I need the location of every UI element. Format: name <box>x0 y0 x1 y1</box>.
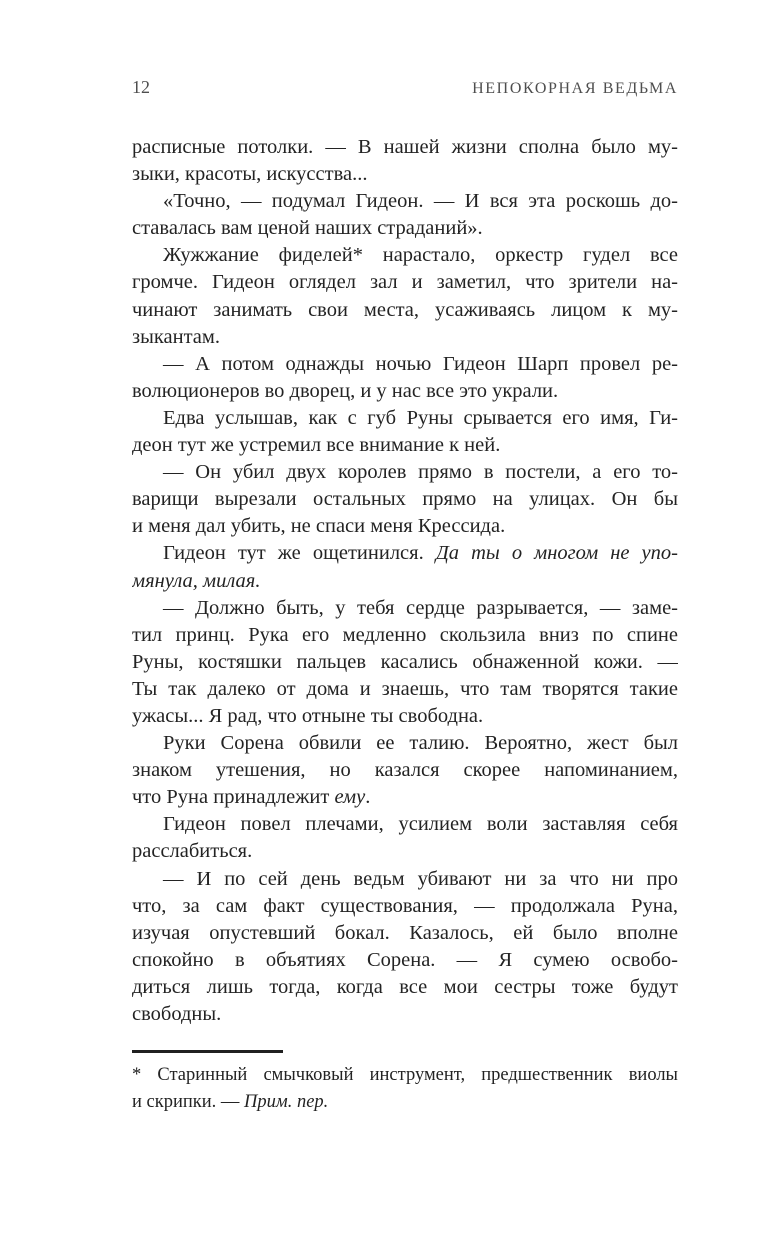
text-line <box>132 893 678 920</box>
text-segment: зыкантам. <box>132 325 220 348</box>
text-line <box>132 757 678 784</box>
paragraph <box>132 242 678 350</box>
text-segment: — И по сей день ведьм убивают ни за что ни про <box>163 867 678 890</box>
text-line <box>132 838 678 865</box>
text-line <box>132 676 678 703</box>
text-segment: и скрипки. — <box>132 1091 245 1112</box>
text-segment: чинают занимать свои места, усаживаясь лицом к му- <box>132 298 678 321</box>
text-line <box>132 1062 678 1089</box>
text-segment: спокойно в объятиях Сорена. — Я сумею освобо- <box>132 948 678 971</box>
text-line <box>132 1089 678 1116</box>
page-number: 12 <box>132 77 150 97</box>
text-segment: что, за сам факт существования, — продолжала Руна, <box>132 894 678 917</box>
footnote-text <box>132 1062 678 1115</box>
paragraph <box>132 134 678 188</box>
text-line <box>132 405 678 432</box>
text-segment: зыки, красоты, искусства... <box>132 163 368 186</box>
text-segment: Руны, костяшки пальцев касались обнаженной кожи. — <box>132 650 678 673</box>
text-segment: * Старинный смычковый инструмент, предшественник виолы <box>132 1065 678 1085</box>
text-line <box>132 432 678 459</box>
paragraph <box>132 351 678 405</box>
text-segment: — Он убил двух королев прямо в постели, а его то- <box>163 461 678 484</box>
paragraph <box>132 595 678 730</box>
italic-text-segment: Прим. пер. <box>244 1091 329 1112</box>
text-segment: изучая опустевший бокал. Казалось, ей было вполне <box>132 921 678 944</box>
text-segment: ужасы... Я рад, что отныне ты свободна. <box>132 704 484 727</box>
text-segment: громче. Гидеон оглядел зал и заметил, что зрители на- <box>132 271 678 294</box>
text-line <box>132 134 678 161</box>
text-line <box>132 215 678 242</box>
text-line <box>132 649 678 676</box>
text-line <box>132 324 678 351</box>
italic-text-segment: Да ты о многом не упо- <box>435 542 678 565</box>
text-line <box>132 974 678 1001</box>
italic-text-segment: мянула, милая. <box>132 569 261 592</box>
text-line <box>132 1001 678 1028</box>
paragraph <box>132 866 678 1029</box>
text-segment: знаком утешения, но казался скорее напоминанием, <box>132 759 678 782</box>
text-line <box>132 459 678 486</box>
text-line <box>132 540 678 567</box>
text-line <box>132 595 678 622</box>
text-segment: свободны. <box>132 1003 222 1025</box>
text-segment: диться лишь тогда, когда все мои сестры тоже будут <box>132 975 678 998</box>
text-line <box>132 297 678 324</box>
text-line <box>132 188 678 215</box>
text-line <box>132 811 678 838</box>
text-segment: Гидеон тут же ощетинился. <box>163 542 436 565</box>
running-title: НЕПОКОРНАЯ ВЕДЬМА <box>472 80 678 97</box>
text-segment: Жужжание фиделей* нарастало, оркестр гудел все <box>163 244 678 267</box>
text-segment: варищи вырезали остальных прямо на улицах. Он бы <box>132 488 678 511</box>
text-line <box>132 513 678 540</box>
running-header <box>132 78 678 98</box>
text-line <box>132 920 678 947</box>
text-segment: волюционеров во дворец, и у нас все это украли. <box>132 379 559 402</box>
text-segment: что Руна принадлежит <box>132 786 335 809</box>
text-segment: Гидеон повел плечами, усилием воли заставляя себя <box>163 813 678 836</box>
paragraph <box>132 405 678 459</box>
paragraph <box>132 540 678 594</box>
text-segment: ставалась вам ценой наших страданий». <box>132 217 483 240</box>
body-text <box>132 134 678 1028</box>
text-segment: — Должно быть, у тебя сердце разрывается, — заме- <box>163 596 678 619</box>
text-segment: и меня дал убить, не спаси меня Крессида. <box>132 515 506 538</box>
text-line <box>132 378 678 405</box>
text-segment: — А потом однажды ночью Гидеон Шарп провел ре- <box>163 352 678 375</box>
text-segment: Ты так далеко от дома и знаешь, что там творятся такие <box>132 677 678 700</box>
paragraph <box>132 811 678 865</box>
paragraph <box>132 188 678 242</box>
paragraph <box>132 730 678 811</box>
text-line <box>132 703 678 730</box>
text-line <box>132 568 678 595</box>
text-segment: расслабиться. <box>132 840 253 863</box>
text-segment: Руки Сорена обвили ее талию. Вероятно, жест был <box>163 732 678 755</box>
text-segment: тил принц. Рука его медленно скользила вниз по спине <box>132 623 678 646</box>
text-segment: «Точно, — подумал Гидеон. — И вся эта роскошь до- <box>163 190 678 213</box>
text-line <box>132 351 678 378</box>
text-line <box>132 730 678 757</box>
text-line <box>132 947 678 974</box>
footnote-rule <box>132 1050 283 1053</box>
text-line <box>132 161 678 188</box>
text-segment: деон тут же устремил все внимание к ней. <box>132 434 501 457</box>
text-line <box>132 784 678 811</box>
text-line <box>132 622 678 649</box>
text-line <box>132 486 678 513</box>
text-segment: Едва услышав, как с губ Руны срывается его имя, Ги- <box>163 406 678 429</box>
italic-text-segment: ему <box>334 786 366 809</box>
text-line <box>132 242 678 269</box>
text-line <box>132 866 678 893</box>
text-line <box>132 269 678 296</box>
text-segment: расписные потолки. — В нашей жизни сполна было му- <box>132 136 678 158</box>
paragraph <box>132 459 678 540</box>
text-segment: . <box>365 786 371 809</box>
